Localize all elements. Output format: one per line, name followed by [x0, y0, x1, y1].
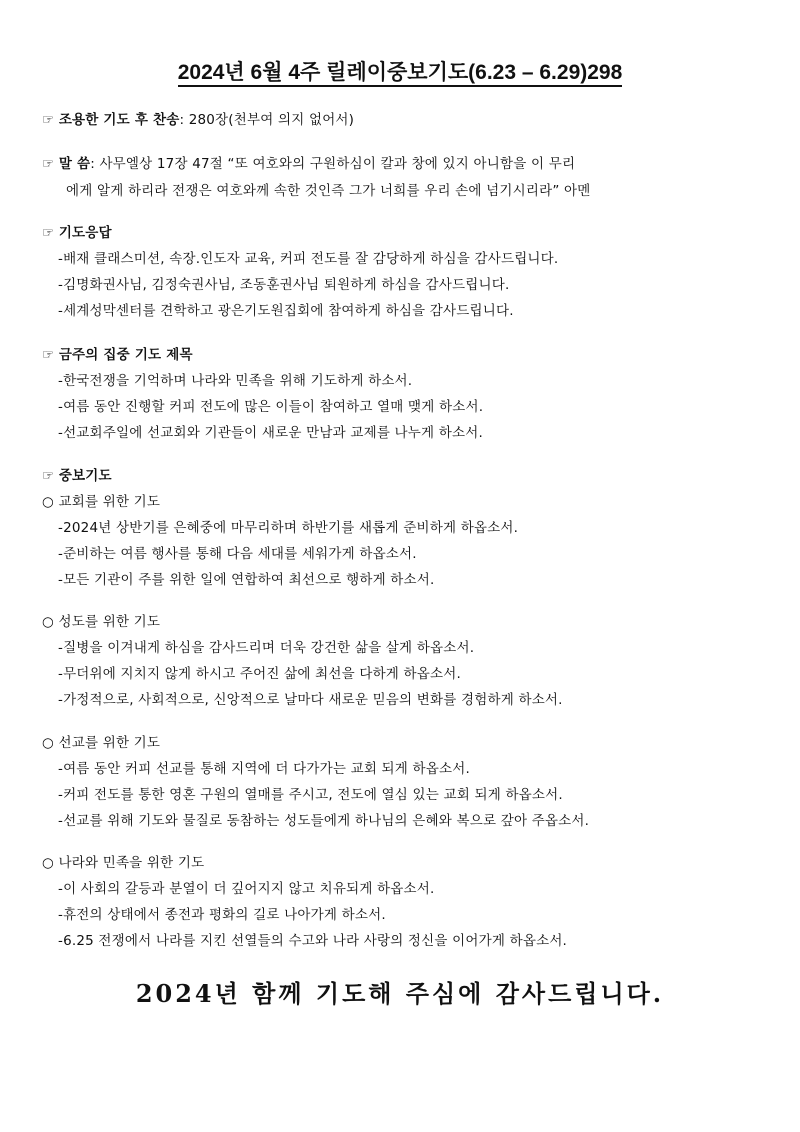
group-heading: [42, 851, 204, 871]
list-item: -6.25 전쟁에서 나라를 지킨 선열들의 수고와 나라 사랑의 정신을 이어가게 하옵소서.: [58, 933, 568, 949]
list-item: -여름 동안 커피 선교를 통해 지역에 더 다가가는 교회 되게 하옵소서.: [58, 761, 470, 777]
list-item: -이 사회의 갈등과 분열이 더 깊어지지 않고 치유되게 하옵소서.: [58, 881, 435, 897]
group-heading-text: 성도를 위한 기도: [58, 614, 161, 630]
circle-icon: ○: [42, 614, 54, 630]
list-item: -배재 클래스미션, 속장.인도자 교육, 커피 전도를 잘 감당하게 하심을 감사드립니다.: [58, 251, 559, 267]
pointer-icon: ☞: [42, 225, 55, 241]
page-title: 2024년 6월 4주 릴레이중보기도(6.23 – 6.29)298: [0, 56, 800, 86]
list-item: -질병을 이겨내게 하심을 감사드리며 더욱 강건한 삶을 살게 하옵소서.: [58, 640, 475, 656]
word-line: [42, 152, 575, 172]
focus-heading: [42, 343, 193, 363]
circle-icon: ○: [42, 855, 54, 871]
pointer-icon: ☞: [42, 347, 55, 363]
word-text: : 사무엘상 17장 47절 “또 여호와의 구원하심이 칼과 창에 있지 아니함을 이 무리: [90, 156, 576, 172]
list-item: -모든 기관이 주를 위한 일에 연합하여 최선으로 행하게 하소서.: [58, 572, 435, 588]
pointer-icon: ☞: [42, 156, 55, 172]
answered-heading: [42, 221, 112, 241]
intercession-heading: [42, 464, 112, 484]
list-item: -김명화권사님, 김정숙권사님, 조동훈권사님 퇴원하게 하심을 감사드립니다.: [58, 277, 510, 293]
hymn-text: : 280장(천부여 의지 없어서): [179, 112, 355, 128]
intercession-label: 중보기도: [58, 468, 112, 484]
list-item: -선교회주일에 선교회와 기관들이 새로운 만남과 교제를 나누게 하소서.: [58, 425, 483, 441]
focus-label: 금주의 집중 기도 제목: [58, 347, 193, 363]
group-heading-text: 나라와 민족을 위한 기도: [58, 855, 205, 871]
pointer-icon: ☞: [42, 468, 55, 484]
list-item: -여름 동안 진행할 커피 전도에 많은 이들이 참여하고 열매 맺게 하소서.: [58, 399, 484, 415]
list-item: -세계성막센터를 견학하고 광은기도원집회에 참여하게 하심을 감사드립니다.: [58, 303, 514, 319]
hymn-line: [42, 108, 354, 128]
list-item: -선교를 위해 기도와 물질로 동참하는 성도들에게 하나님의 은혜와 복으로 갚아 주옵소서.: [58, 813, 590, 829]
list-item: -무더위에 지치지 않게 하시고 주어진 삶에 최선을 다하게 하옵소서.: [58, 666, 461, 682]
closing-message: 2024년 함께 기도해 주심에 감사드립니다.: [135, 979, 665, 1008]
answered-label: 기도응답: [58, 225, 112, 241]
word-text-cont: 에게 알게 하리라 전쟁은 여호와께 속한 것인즉 그가 너희를 우리 손에 넘기시리라” 아멘: [66, 183, 591, 199]
word-label: 말 씀: [58, 156, 91, 172]
pointer-icon: ☞: [42, 112, 55, 128]
hymn-label: 조용한 기도 후 찬송: [58, 112, 180, 128]
list-item: -가정적으로, 사회적으로, 신앙적으로 날마다 새로운 믿음의 변화를 경험하게 하소서.: [58, 692, 563, 708]
list-item: -휴전의 상태에서 종전과 평화의 길로 나아가게 하소서.: [58, 907, 386, 923]
list-item: -한국전쟁을 기억하며 나라와 민족을 위해 기도하게 하소서.: [58, 373, 413, 389]
group-heading: [42, 731, 160, 751]
list-item: -커피 전도를 통한 영혼 구원의 열매를 주시고, 전도에 열심 있는 교회 되게 하옵소서.: [58, 787, 563, 803]
list-item: -준비하는 여름 행사를 통해 다음 세대를 세워가게 하옵소서.: [58, 546, 417, 562]
group-heading-text: 선교를 위한 기도: [58, 735, 161, 751]
list-item: -2024년 상반기를 은혜중에 마무리하며 하반기를 새롭게 준비하게 하옵소서.: [58, 520, 519, 536]
group-heading-text: 교회를 위한 기도: [58, 494, 161, 510]
group-heading: [42, 610, 160, 630]
circle-icon: ○: [42, 494, 54, 510]
group-heading: [42, 490, 160, 510]
circle-icon: ○: [42, 735, 54, 751]
